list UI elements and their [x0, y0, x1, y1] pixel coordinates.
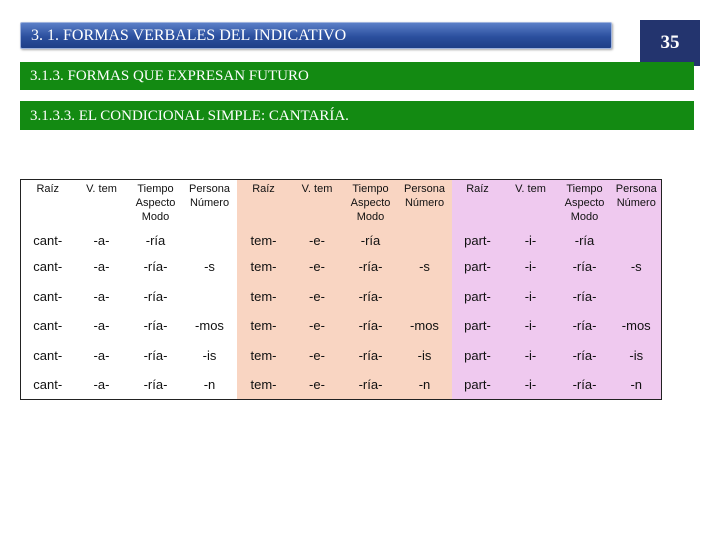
table-cell: part- [452, 281, 504, 311]
table-cell [612, 281, 662, 311]
header-cell: Persona Número [183, 180, 237, 229]
table-cell: cant- [21, 311, 75, 341]
table-cell: -ría- [558, 340, 612, 370]
conjugation-table [20, 179, 662, 400]
table-cell: -mos [612, 311, 662, 341]
table-cell: -ría [129, 228, 183, 251]
table-cell: -ría- [129, 340, 183, 370]
table-cell: part- [452, 370, 504, 400]
table-cell: -n [398, 370, 452, 400]
table-cell: cant- [21, 340, 75, 370]
header-cell: Raíz [237, 180, 291, 229]
table-cell: -s [183, 252, 237, 282]
table-cell: -e- [291, 228, 344, 251]
table-cell: part- [452, 252, 504, 282]
table-cell: -ría- [344, 252, 398, 282]
table-cell: cant- [21, 370, 75, 400]
table-cell: -ría [558, 228, 612, 251]
table-cell: cant- [21, 281, 75, 311]
table-cell [612, 228, 662, 251]
table-cell: tem- [237, 252, 291, 282]
table-cell: -a- [75, 340, 129, 370]
table-cell: -i- [504, 252, 558, 282]
table-cell: -a- [75, 370, 129, 400]
table-row [21, 252, 662, 282]
table-cell: -e- [291, 281, 344, 311]
table-cell: -a- [75, 252, 129, 282]
page-title: 3. 1. FORMAS VERBALES DEL INDICATIVO [31, 27, 347, 44]
table-cell [183, 228, 237, 251]
table-cell: tem- [237, 370, 291, 400]
table-cell: -s [398, 252, 452, 282]
table-cell [183, 281, 237, 311]
table-row [21, 370, 662, 400]
table-row [21, 228, 662, 251]
table-row [21, 281, 662, 311]
table-cell: -ría- [129, 281, 183, 311]
table-cell: -ría- [344, 340, 398, 370]
table-cell: -a- [75, 311, 129, 341]
table-cell: -is [612, 340, 662, 370]
table-cell: -ría- [344, 370, 398, 400]
table-cell: -ría- [558, 311, 612, 341]
table-cell: -a- [75, 228, 129, 251]
table-cell: -ría- [344, 281, 398, 311]
table-cell: part- [452, 228, 504, 251]
table-row [21, 311, 662, 341]
header-cell: Persona Número [612, 180, 662, 229]
title-bar [20, 22, 612, 49]
table-cell: -i- [504, 228, 558, 251]
table-cell: tem- [237, 228, 291, 251]
table-cell: -e- [291, 370, 344, 400]
table-cell: -is [183, 340, 237, 370]
table-cell: -ría- [558, 370, 612, 400]
subsection-heading: 3.1.3.3. EL CONDICIONAL SIMPLE: CANTARÍA. [20, 101, 694, 130]
table-cell: -i- [504, 281, 558, 311]
header-cell: Raíz [21, 180, 75, 229]
table-row [21, 340, 662, 370]
table-cell: -i- [504, 311, 558, 341]
table-cell: tem- [237, 281, 291, 311]
section-heading: 3.1.3. FORMAS QUE EXPRESAN FUTURO [20, 62, 694, 90]
table-cell: -n [183, 370, 237, 400]
table-cell: -e- [291, 311, 344, 341]
table-cell: tem- [237, 311, 291, 341]
header-cell: Tiempo Aspecto Modo [129, 180, 183, 229]
table-cell: -ría- [558, 281, 612, 311]
table-cell: -ría- [344, 311, 398, 341]
table-cell: -is [398, 340, 452, 370]
table-cell: -e- [291, 340, 344, 370]
header-cell: V. tem [291, 180, 344, 229]
table-header-row [21, 180, 662, 229]
table-cell: -n [612, 370, 662, 400]
header-cell: Persona Número [398, 180, 452, 229]
table-cell: -ría- [129, 252, 183, 282]
table-cell: -mos [398, 311, 452, 341]
table-cell: part- [452, 311, 504, 341]
table-cell: -e- [291, 252, 344, 282]
table-cell: -s [612, 252, 662, 282]
table-cell: -ría- [558, 252, 612, 282]
table-cell: tem- [237, 340, 291, 370]
table-cell: -a- [75, 281, 129, 311]
table-cell [398, 228, 452, 251]
table-cell: part- [452, 340, 504, 370]
table-cell: -i- [504, 370, 558, 400]
table-cell: -i- [504, 340, 558, 370]
header-cell: V. tem [504, 180, 558, 229]
page-number-badge: 35 [640, 20, 700, 66]
header-cell: V. tem [75, 180, 129, 229]
header-cell: Raíz [452, 180, 504, 229]
table-cell: cant- [21, 252, 75, 282]
table-cell: -mos [183, 311, 237, 341]
table-cell: -ría- [129, 370, 183, 400]
header-cell: Tiempo Aspecto Modo [558, 180, 612, 229]
table-cell: cant- [21, 228, 75, 251]
table-cell: -ría- [129, 311, 183, 341]
table-cell: -ría [344, 228, 398, 251]
table-cell [398, 281, 452, 311]
header-cell: Tiempo Aspecto Modo [344, 180, 398, 229]
